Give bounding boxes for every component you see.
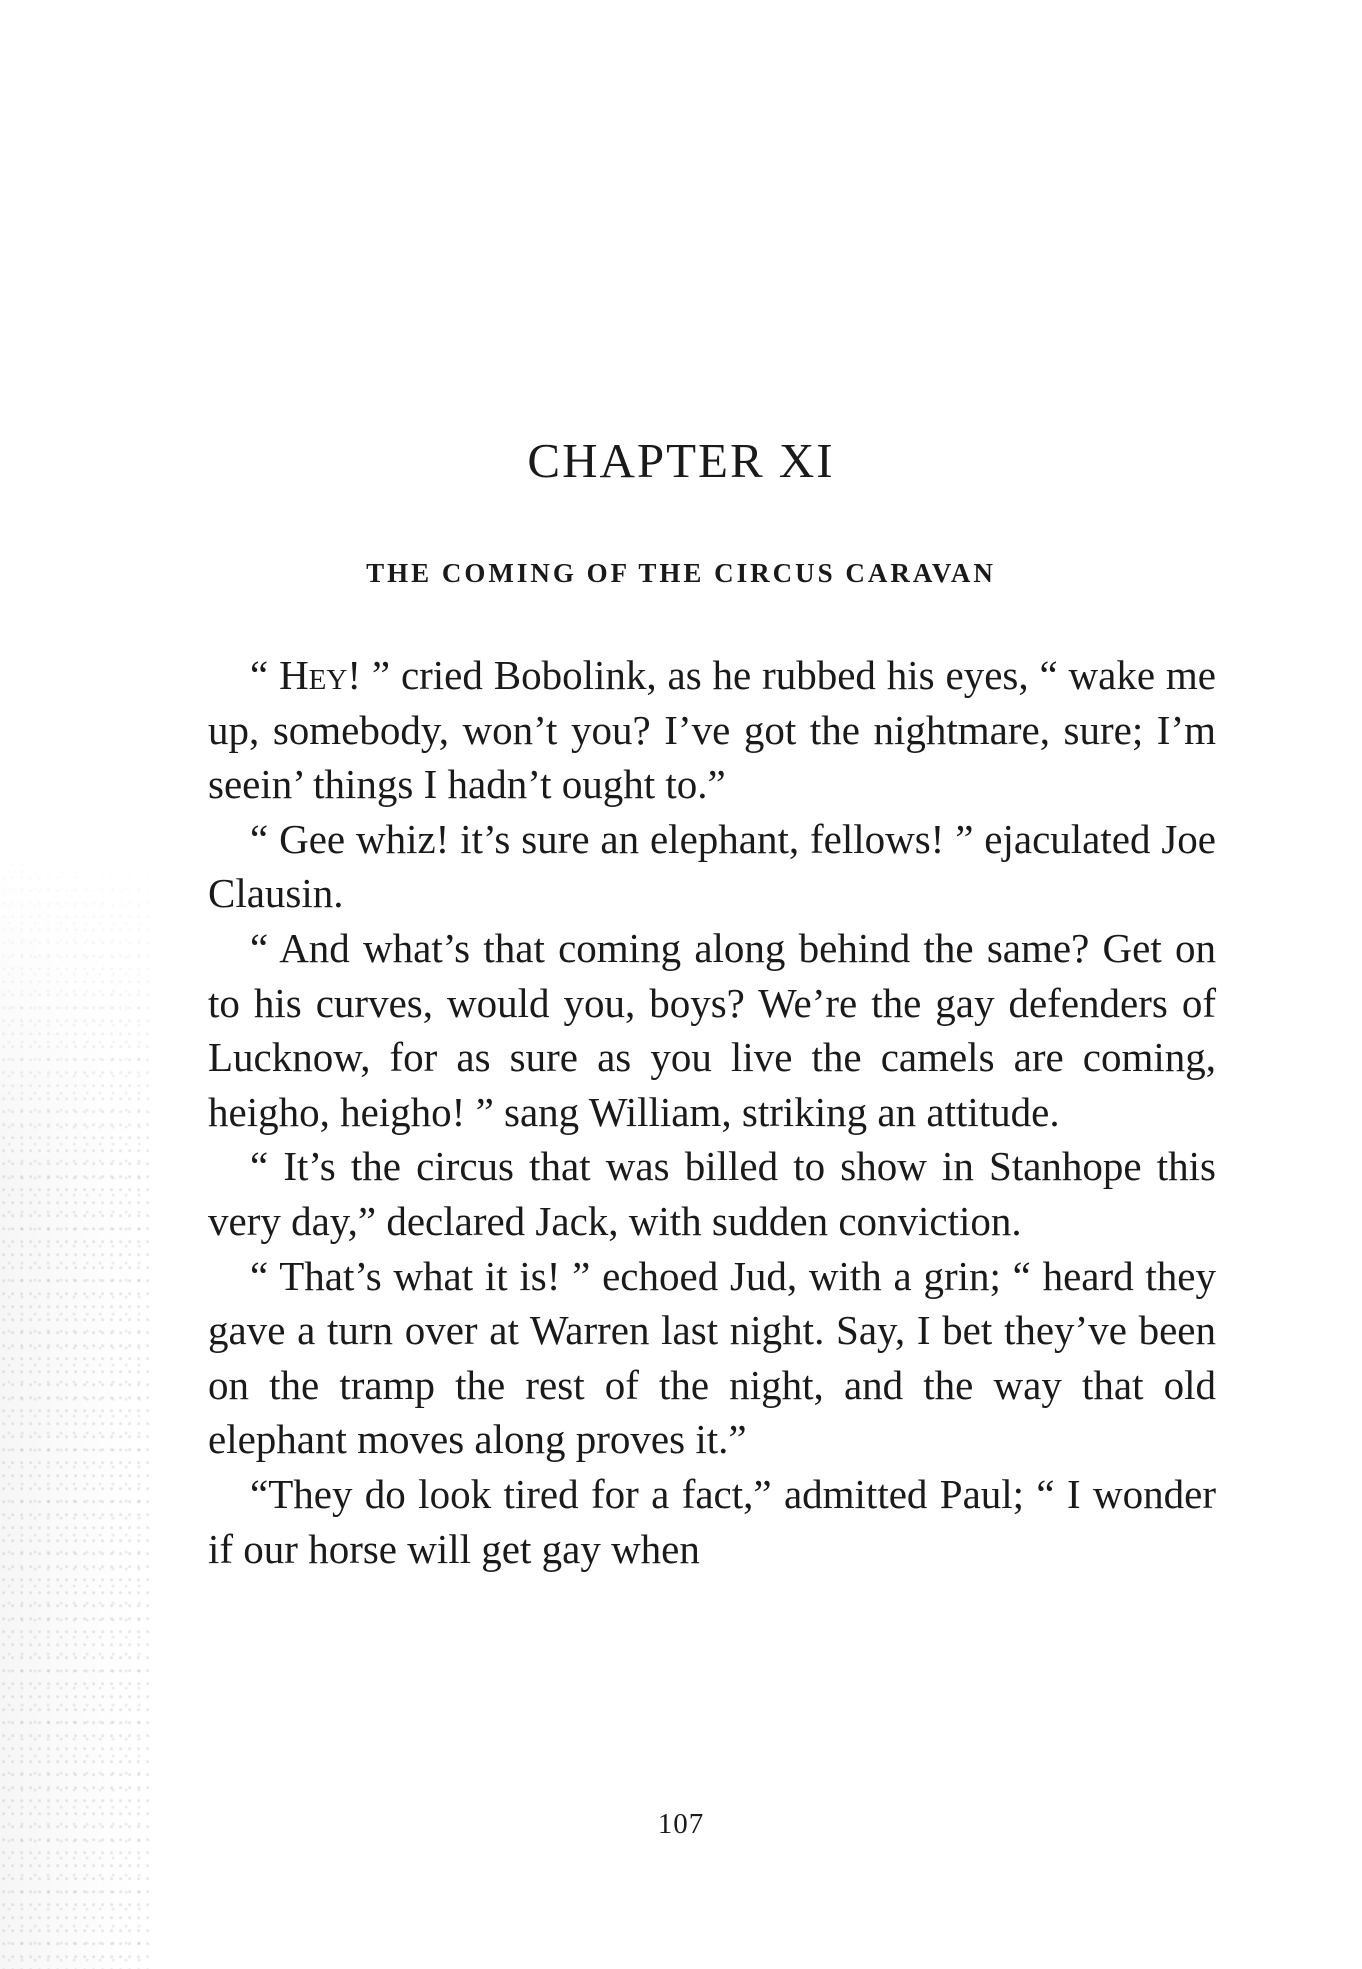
chapter-body: [208, 648, 1216, 1576]
chapter-title: CHAPTER XI: [527, 433, 835, 488]
small-caps-opening-word: Hey: [279, 652, 348, 698]
paragraph-text: ! ” cried Bobolink, as he rubbed his eyes, “ wake me up, somebody, won’t you? I’ve got the nightmare, sure; I’m seein’ things I hadn’t ought to.”: [208, 652, 1216, 808]
paragraph: “ And what’s that coming along behind the same? Get on to his curves, would you, boys? We’re the gay defenders of Lucknow, for as sure as you live the camels are coming, heigho, heigho! ” sang William, striking an attitude.: [208, 924, 1216, 1135]
paragraph: “They do look tired for a fact,” admitted Paul; “ I wonder if our horse will get gay when: [208, 1470, 1216, 1572]
paragraph: “ It’s the circus that was billed to show in Stanhope this very day,” declared Jack, with sudden conviction.: [208, 1143, 1216, 1244]
page-number: 107: [657, 1808, 705, 1840]
chapter-subtitle: THE COMING OF THE CIRCUS CARAVAN: [366, 558, 996, 588]
opening-quote: “: [250, 652, 280, 698]
paragraph: [208, 648, 1216, 812]
paragraph: “ Gee whiz! it’s sure an elephant, fellows! ” ejaculated Joe Clausin.: [208, 815, 1216, 917]
paragraph: “ That’s what it is! ” echoed Jud, with a grin; “ heard they gave a turn over at Warren last night. Say, I bet they’ve been on the tramp the rest of the night, and the way that old elephant moves along proves it.”: [208, 1252, 1216, 1463]
